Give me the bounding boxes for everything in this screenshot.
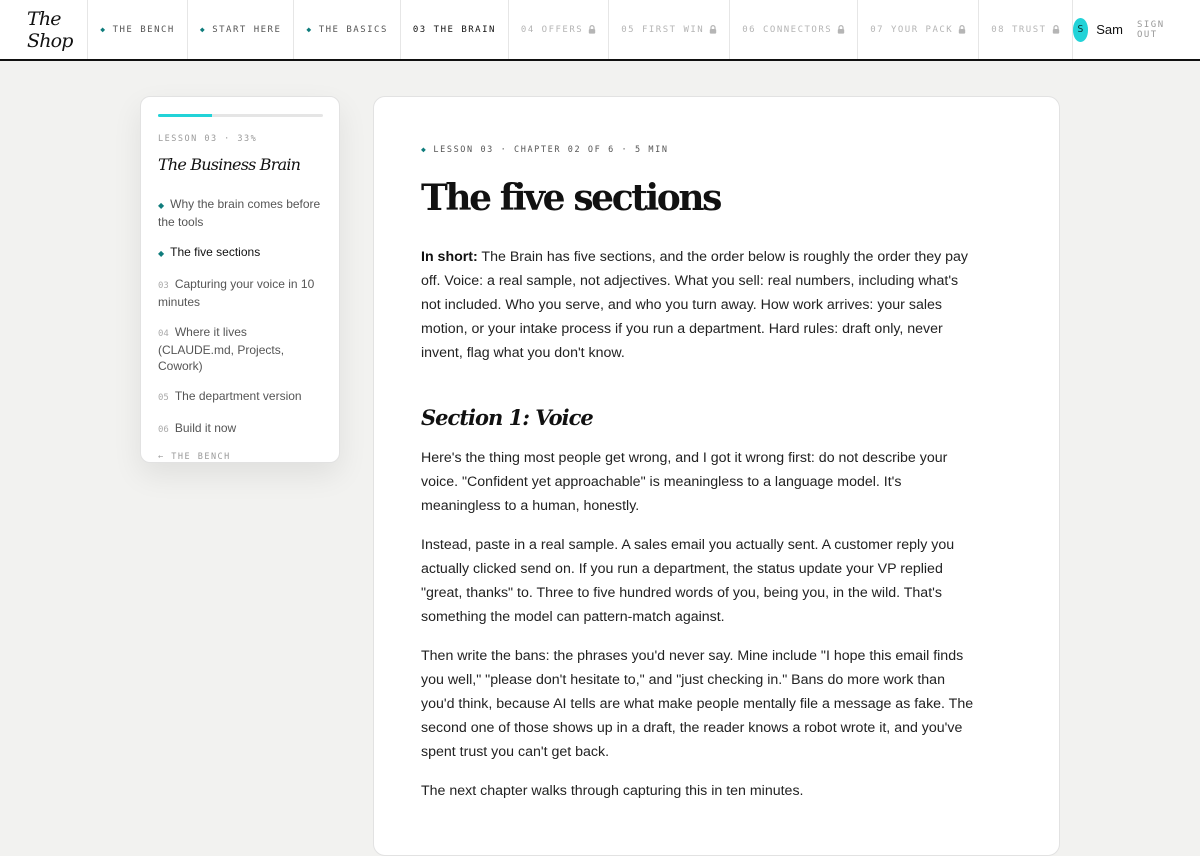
diamond-icon: ◆	[100, 25, 107, 34]
chapter-item-where-it-lives[interactable]: 04 Where it lives (CLAUDE.md, Projects, Cowork)	[158, 325, 285, 373]
diamond-icon: ◆	[306, 25, 313, 34]
nav-item-connectors[interactable]: 06 CONNECTORS	[730, 0, 858, 59]
nav-item-your-pack[interactable]: 07 YOUR PACK	[858, 0, 979, 59]
diamond-icon: ◆	[199, 25, 207, 34]
chapter-meta: ◆ LESSON 03 · CHAPTER 02 OF 6 · 5 MIN	[421, 145, 669, 155]
lock-icon	[958, 25, 966, 34]
lock-icon	[1052, 25, 1060, 34]
article-body	[421, 245, 1012, 803]
chapter-item-build-it-now[interactable]: 06 Build it now	[158, 421, 237, 435]
nav-item-first-win[interactable]: 05 FIRST WIN	[609, 0, 730, 59]
chapter-item-five-sections[interactable]: ◆ The five sections	[158, 245, 261, 259]
paragraph: Instead, paste in a real sample. A sales email you actually sent. A customer reply you actually clicked send on. If you run a department, the status update your VP replied "great, thanks" to. Three to five hundred words of you, being you, in the wild. That's something the model can pattern-match against.	[421, 537, 955, 625]
diamond-icon: ◆	[158, 249, 165, 258]
nav-item-the-basics[interactable]: ◆ THE BASICS	[294, 0, 401, 59]
page-title: The five sections	[421, 177, 720, 219]
article-card	[373, 96, 1060, 856]
paragraph: Here's the thing most people get wrong, and I got it wrong first: do not describe your voice. "Confident yet approachable" is meaningless to a language model. It's meaningless to a human, honestly.	[421, 450, 948, 514]
diamond-icon: ◆	[158, 201, 165, 210]
lesson-progress-bar	[158, 114, 323, 117]
user-menu	[1073, 0, 1200, 59]
intro-lead: In short:	[421, 249, 478, 265]
lesson-progress-fill	[158, 114, 212, 117]
brand-logo[interactable]: The Shop	[0, 0, 88, 59]
lesson-nav	[88, 0, 1072, 59]
nav-item-trust[interactable]: 08 TRUST	[979, 0, 1072, 59]
top-navigation	[0, 0, 1200, 61]
sign-out-link[interactable]: SIGN OUT	[1136, 19, 1165, 40]
lesson-sidebar	[140, 96, 340, 463]
paragraph: Then write the bans: the phrases you'd never say. Mine include "I hope this email finds you well," "please don't hesitate to," and "just checking in." Bans do more work than you'd think, because AI tells are what make people mentally file a message as fake. The second one of those shows up in a draft, the reader knows a robot wrote it, and you've spent trust you can't get back.	[421, 648, 974, 760]
paragraph: The next chapter walks through capturing this in ten minutes.	[421, 783, 804, 799]
chapter-item-capturing-voice[interactable]: 03 Capturing your voice in 10 minutes	[158, 277, 315, 309]
intro-paragraph: In short: The Brain has five sections, and the order below is roughly the order they pay off. Voice: a real sample, not adjectives. What you sell: real numbers, including what's not included. Who you serve, and who you turn away. How work arrives: your sales motion, or your intake process if you run a department. Hard rules: draft only, never invent, flag what you don't know.	[421, 249, 969, 361]
avatar[interactable]: S	[1073, 18, 1089, 42]
chapter-list	[158, 196, 322, 438]
lock-icon	[837, 25, 845, 34]
chapter-item-why-brain[interactable]: ◆ Why the brain comes before the tools	[158, 197, 321, 229]
nav-item-the-brain[interactable]: 03 THE BRAIN	[401, 0, 509, 59]
back-to-bench-link[interactable]: ← THE BENCH	[158, 452, 231, 462]
diamond-icon: ◆	[421, 145, 428, 154]
nav-item-the-bench[interactable]: ◆ THE BENCH	[88, 0, 188, 59]
chapter-item-department-version[interactable]: 05 The department version	[158, 389, 302, 403]
lock-icon	[709, 25, 717, 34]
user-name: Sam	[1096, 22, 1123, 37]
lock-icon	[588, 25, 596, 34]
lesson-meta: LESSON 03 · 33%	[158, 134, 258, 144]
lesson-title: The Business Brain	[158, 155, 301, 174]
nav-item-start-here[interactable]: ◆ START HERE	[188, 0, 295, 59]
section-heading: Section 1: Voice	[421, 405, 593, 430]
nav-item-offers[interactable]: 04 OFFERS	[509, 0, 609, 59]
